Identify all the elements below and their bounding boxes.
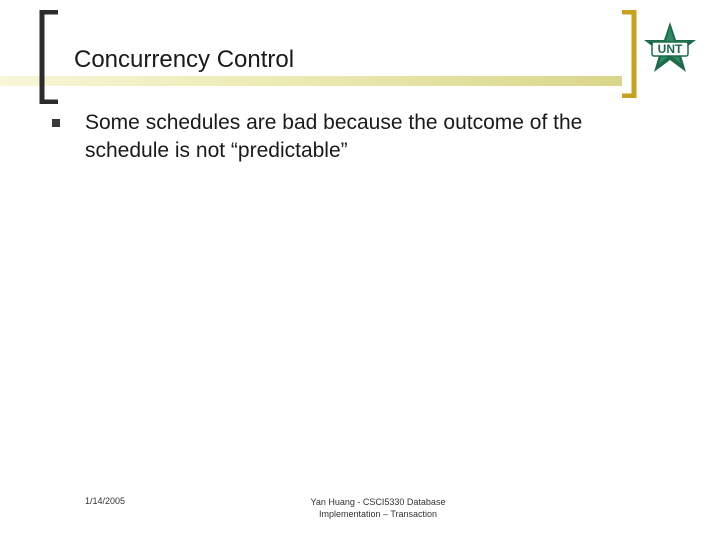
square-bullet-icon — [52, 119, 60, 127]
footer-line-2: Implementation – Transaction — [318, 509, 438, 519]
footer-date: 1/14/2005 — [85, 496, 126, 506]
slide-title: Concurrency Control — [74, 46, 295, 73]
left-bracket-decoration — [36, 10, 60, 104]
right-bracket-decoration — [620, 10, 638, 98]
logo-text: UNT — [657, 42, 683, 56]
bullet-list — [48, 109, 668, 165]
footer-line-1: Yan Huang - CSCI5330 Database — [310, 497, 446, 507]
title-underline-band — [0, 76, 622, 86]
bullet-text: Some schedules are bad because the outcome of the schedule is not “predictable” — [85, 111, 583, 162]
unt-star-logo-icon — [640, 20, 700, 76]
bullet-item — [48, 109, 668, 165]
footer-course-info — [278, 496, 478, 520]
